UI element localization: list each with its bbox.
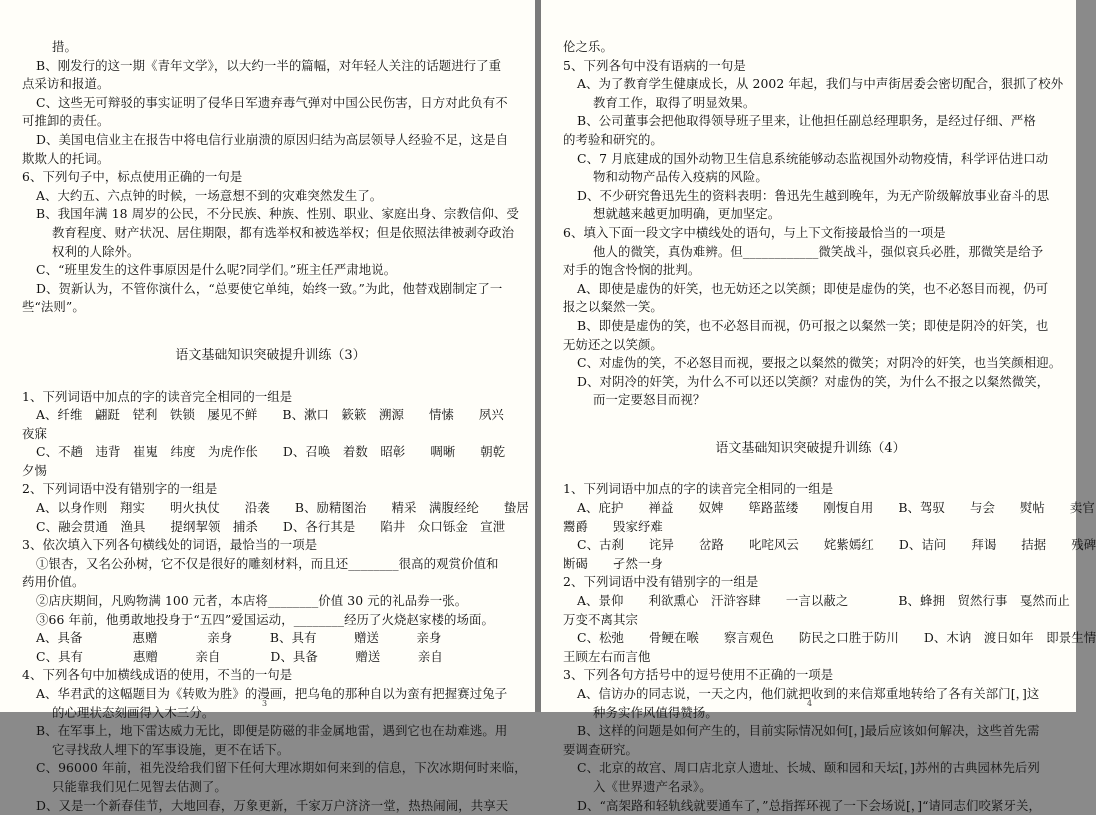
page-right: [541, 0, 1076, 712]
text-line: B、刚发行的这一期《青年文学》，以大约一半的篇幅，对年轻人关注的话题进行了重: [22, 57, 519, 76]
text-line: D、不少研究鲁迅先生的资料表明：鲁迅先生越到晚年，为无产阶级解放事业奋斗的思: [563, 187, 1058, 206]
left-block-a: [22, 38, 519, 317]
text-line: 点采访和报道。: [22, 75, 519, 94]
text-line: 可推卸的责任。: [22, 112, 519, 131]
text-line: 物和动物产品传入疫病的风险。: [563, 168, 1058, 187]
text-line: A、华君武的这幅题目为《转败为胜》的漫画，把乌龟的那种自以为蛮有把握赛过兔子: [22, 685, 519, 704]
text-line: A、大约五、六点钟的时候，一场意想不到的灾难突然发生了。: [22, 187, 519, 206]
page-number: 3: [262, 699, 267, 708]
page-number: 4: [807, 699, 812, 708]
text-line: C、这些无可辩驳的事实证明了侵华日军遗弃毒气弹对中国公民伤害，日方对此负有不: [22, 94, 519, 113]
text-line: 欺欺人的托词。: [22, 150, 519, 169]
text-line: D、美国电信业主在报告中将电信行业崩溃的原因归结为高层领导人经验不足，这是自: [22, 131, 519, 150]
question-line: 3、依次填入下列各句横线处的词语，最恰当的一项是: [22, 536, 519, 555]
left-block-b: [22, 388, 519, 815]
text-line: 药用价值。: [22, 573, 519, 592]
text-line: B、即使是虚伪的笑，也不必怒目而视，仍可报之以粲然一笑；即使是阴冷的奸笑，也: [563, 317, 1058, 336]
question-line: 3、下列各句方括号中的逗号使用不正确的一项是: [563, 666, 1058, 685]
text-line: B、这样的问题是如何产生的，目前实际情况如何[，]最后应该如何解决，这些首先需: [563, 722, 1058, 741]
text-line: D、“高架路和轻轨线就要通车了，”总指挥环视了一下会场说[，]“请同志们咬紧牙关，: [563, 797, 1058, 815]
text-line: C、古刹 诧异 岔路 叱咤风云 姹紫嫣红 D、诘问 拜谒 拮据 残碑: [563, 536, 1058, 555]
question-line: 4、下列各句中加横线成语的使用，不当的一句是: [22, 666, 519, 685]
text-line: 入《世界遗产名录》。: [563, 778, 1058, 797]
question-line: 6、下列句子中，标点使用正确的一句是: [22, 168, 519, 187]
text-line: C、7 月底建成的国外动物卫生信息系统能够动态监视国外动物疫情，科学评估进口动: [563, 150, 1058, 169]
text-line: 只能靠我们见仁见智去估测了。: [22, 778, 519, 797]
question-line: 2、下列词语中没有错别字的一组是: [22, 480, 519, 499]
text-line: 王顾左右而言他: [563, 648, 1058, 667]
text-line: C、松弛 骨鲠在喉 察言观色 防民之口胜于防川 D、木讷 渡日如年 即景生情: [563, 629, 1058, 648]
section-title: 语文基础知识突破提升训练（3）: [22, 347, 519, 366]
text-line: 伦之乐。: [563, 38, 1058, 57]
text-line: 断碣 孑然一身: [563, 555, 1058, 574]
question-line: 6、填入下面一段文字中横线处的语句，与上下文衔接最恰当的一项是: [563, 224, 1058, 243]
text-line: C、不趟 违背 崔嵬 纬度 为虎作伥 D、召唤 着数 昭彰 啁晰 朝乾: [22, 443, 519, 462]
text-line: C、“班里发生的这件事原因是什么呢?同学们。”班主任严肃地说。: [22, 261, 519, 280]
text-line: 对手的饱含怜悯的批判。: [563, 261, 1058, 280]
text-line: B、公司董事会把他取得领导班子里来，让他担任副总经理职务，是经过仔细、严格: [563, 112, 1058, 131]
text-line: 教育工作，取得了明显效果。: [563, 94, 1058, 113]
text-line: 夜寐: [22, 425, 519, 444]
text-line: D、对阴冷的奸笑，为什么不可以还以笑颜？对虚伪的笑，为什么不报之以粲然微笑，: [563, 373, 1058, 392]
text-line: A、具备 惠赠 亲身 B、具有 赠送 亲身: [22, 629, 519, 648]
text-line: 而一定要怒目而视？: [563, 391, 1058, 410]
section-title: 语文基础知识突破提升训练（4）: [563, 440, 1058, 459]
right-block-a: [563, 38, 1058, 410]
text-line: 它寻找敌人埋下的军事设施，更不在话下。: [22, 741, 519, 760]
text-line: A、以身作则 翔实 明火执仗 沿袭 B、励精图治 精采 满腹经纶 蛰居: [22, 499, 519, 518]
text-line: 想就越来越更加明确，更加坚定。: [563, 205, 1058, 224]
text-line: C、北京的故宫、周口店北京人遗址、长城、颐和园和天坛[，]苏州的古典园林先后列: [563, 759, 1058, 778]
text-line: 鬻爵 毁家纾难: [563, 518, 1058, 537]
text-line: A、为了教育学生健康成长，从 2002 年起，我们与中声街居委会密切配合，狠抓了校外: [563, 75, 1058, 94]
question-line: 5、下列各句中没有语病的一句是: [563, 57, 1058, 76]
text-line: A、纤维 翩跹 铓利 铁锁 屡见不鲜 B、漱口 簌簌 溯源 情愫 夙兴: [22, 406, 519, 425]
page-left: [0, 0, 535, 712]
text-line: 的考验和研究的。: [563, 131, 1058, 150]
text-line: B、在军事上，地下雷达威力无比，即便是防磁的非金属地雷，遇到它也在劫难逃。用: [22, 722, 519, 741]
question-line: 1、下列词语中加点的字的读音完全相同的一组是: [563, 480, 1058, 499]
text-line: C、对虚伪的笑，不必怒目而视，要报之以粲然的微笑；对阴冷的奸笑，也当笑颜相迎。: [563, 354, 1058, 373]
text-line: 万变不离其宗: [563, 611, 1058, 630]
text-line: C、具有 惠赠 亲自 D、具备 赠送 亲自: [22, 648, 519, 667]
text-line: 要调查研究。: [563, 741, 1058, 760]
text-line: 报之以粲然一笑。: [563, 298, 1058, 317]
right-block-b: [563, 480, 1058, 815]
text-line: 他人的微笑，真伪难辨。但____________微笑战斗，强似哀兵必胜，那微笑是给予: [563, 243, 1058, 262]
text-line: A、即使是虚伪的奸笑，也无妨还之以笑颜；即使是虚伪的笑，也不必怒目而视，仍可: [563, 280, 1058, 299]
text-line: A、景仰 利欲熏心 汗浒容肆 一言以蔽之 B、蜂拥 贸然行事 戛然而止: [563, 592, 1058, 611]
text-line: 夕惕: [22, 462, 519, 481]
text-line: C、96000 年前，祖先没给我们留下任何大理冰期如何来到的信息，下次冰期何时来临，: [22, 759, 519, 778]
text-line: B、我国年满 18 周岁的公民，不分民族、种族、性别、职业、家庭出身、宗教信仰、受: [22, 205, 519, 224]
question-line: 2、下列词语中没有错别字的一组是: [563, 573, 1058, 592]
text-line: ①银杏，又名公孙树，它不仅是很好的雕刻材料，而且还________很高的观赏价值和: [22, 555, 519, 574]
text-line: A、信访办的同志说，一天之内，他们就把收到的来信郑重地转给了各有关部门[，]这: [563, 685, 1058, 704]
text-line: ③66 年前，他勇敢地投身于“五四”爱国运动，________经历了火烧赵家楼的场面。: [22, 611, 519, 630]
text-line: ②店庆期间，凡购物满 100 元者，本店将________价值 30 元的礼品券一张。: [22, 592, 519, 611]
text-line: D、贺新认为，不管你演什么，“总要使它单纯，始终一致。”为此，他替戏剧制定了一: [22, 280, 519, 299]
text-line: 种务实作风值得赞扬。: [563, 704, 1058, 723]
text-line: D、又是一个新春佳节，大地回春，万象更新，千家万户济济一堂，热热闹闹，共享天: [22, 797, 519, 815]
text-line: 权利的人除外。: [22, 243, 519, 262]
text-line: 些“法则”。: [22, 298, 519, 317]
question-line: 1、下列词语中加点的字的读音完全相同的一组是: [22, 388, 519, 407]
text-line: 无妨还之以笑颜。: [563, 336, 1058, 355]
text-line: A、庇护 禅益 奴婢 筚路蓝缕 刚愎自用 B、驾驭 与会 熨帖 卖官: [563, 499, 1058, 518]
text-line: 措。: [22, 38, 519, 57]
text-line: 的心理状态刻画得入木三分。: [22, 704, 519, 723]
text-line: C、融会贯通 渔具 提纲挈领 捕杀 D、各行其是 陷井 众口铄金 宣泄: [22, 518, 519, 537]
text-line: 教育程度、财产状况、居住期限，都有选举权和被选举权；但是依照法律被剥夺政治: [22, 224, 519, 243]
